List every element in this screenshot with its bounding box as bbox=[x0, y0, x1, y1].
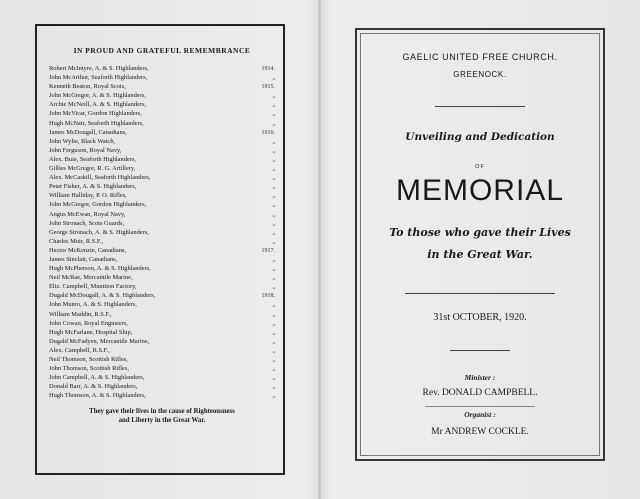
honour-row bbox=[49, 211, 275, 220]
honour-name: John McGregor, Gordon Highlanders, bbox=[49, 201, 147, 209]
honour-row bbox=[49, 374, 275, 383]
honour-name: Dugald McDougall, A. & S. Highlanders, bbox=[49, 292, 156, 300]
honour-name: William Maddin, R.S.F., bbox=[49, 310, 112, 318]
honour-year: „ bbox=[272, 193, 275, 200]
remembrance-panel bbox=[35, 24, 285, 475]
honour-year: „ bbox=[272, 338, 275, 345]
honour-year: „ bbox=[272, 138, 275, 145]
honour-name: Hugh Thomson, A. & S. Highlanders, bbox=[49, 392, 146, 400]
honour-year: „ bbox=[272, 311, 275, 318]
honour-year: „ bbox=[272, 266, 275, 273]
honour-row bbox=[49, 256, 275, 265]
honour-year: „ bbox=[272, 320, 275, 327]
honour-year: „ bbox=[272, 75, 275, 82]
honour-year: „ bbox=[272, 102, 275, 109]
honour-name: John Campbell, A. & S. Highlanders, bbox=[49, 374, 145, 382]
honour-name: Gillies McGregor, R. G. Artillery, bbox=[49, 165, 136, 173]
honour-row bbox=[49, 247, 275, 256]
honour-name: Kenneth Beaton, Royal Scots, bbox=[49, 83, 126, 91]
honour-name: Charles Muir, R.S.F., bbox=[49, 237, 104, 245]
honour-year: „ bbox=[272, 284, 275, 291]
honour-name: John Thomson, Scottish Rifles, bbox=[49, 365, 129, 373]
honour-row bbox=[49, 329, 275, 338]
honour-name: John McArthur, Seaforth Highlanders, bbox=[49, 74, 148, 82]
honour-row bbox=[49, 292, 275, 301]
honour-year: „ bbox=[272, 120, 275, 127]
honour-row bbox=[49, 110, 275, 119]
unveiling-heading: Unveiling and Dedication bbox=[405, 131, 555, 143]
honour-year: „ bbox=[272, 384, 275, 391]
memorial-title: MEMORIAL bbox=[395, 174, 565, 207]
honour-year: „ bbox=[272, 220, 275, 227]
honour-row bbox=[49, 74, 275, 83]
honour-name: John Ferguson, Royal Navy, bbox=[49, 146, 122, 154]
honour-year: „ bbox=[272, 175, 275, 182]
honour-row bbox=[49, 274, 275, 283]
honour-name: Hugh McPherson, A. & S. Highlanders, bbox=[49, 265, 151, 273]
honour-year: „ bbox=[272, 93, 275, 100]
title-panel bbox=[355, 28, 605, 461]
roll-of-honour bbox=[49, 65, 275, 401]
honour-year: „ bbox=[272, 393, 275, 400]
honour-year: „ bbox=[272, 375, 275, 382]
honour-name: Alex. McCaskill, Seaforth Highlanders, bbox=[49, 174, 151, 182]
honour-name: John McVicar, Gordon Highlanders, bbox=[49, 110, 142, 118]
divider-rule bbox=[450, 350, 510, 351]
honour-name: James McDougall, Canadians, bbox=[49, 128, 127, 136]
honour-row bbox=[49, 392, 275, 401]
church-name: GAELIC UNITED FREE CHURCH. bbox=[402, 52, 558, 62]
honour-row bbox=[49, 301, 275, 310]
honour-name: Angus McEwan, Royal Navy, bbox=[49, 210, 126, 218]
honour-row bbox=[49, 365, 275, 374]
centre-fold bbox=[318, 0, 321, 499]
organist-name: Mr ANDREW COCKLE. bbox=[431, 427, 529, 437]
honour-row bbox=[49, 65, 275, 74]
organist-label: Organist : bbox=[464, 410, 496, 419]
honour-name: Hugh McNair, Seaforth Highlanders, bbox=[49, 119, 144, 127]
honour-year: „ bbox=[272, 256, 275, 263]
honour-row bbox=[49, 165, 275, 174]
honour-year: „ bbox=[272, 238, 275, 245]
honour-year: 1917. bbox=[261, 247, 275, 254]
honour-year: „ bbox=[272, 147, 275, 154]
divider-rule bbox=[425, 406, 535, 407]
honour-row bbox=[49, 156, 275, 165]
honour-year: „ bbox=[272, 111, 275, 118]
honour-name: John Stronach, Scots Guards, bbox=[49, 219, 125, 227]
honour-year: „ bbox=[272, 202, 275, 209]
honour-name: Peter Fisher, A. & S. Highlanders, bbox=[49, 183, 137, 191]
honour-year: „ bbox=[272, 229, 275, 236]
honour-year: 1915. bbox=[261, 84, 275, 91]
honour-row bbox=[49, 229, 275, 238]
honour-year: 1918. bbox=[261, 293, 275, 300]
honour-row bbox=[49, 338, 275, 347]
honour-name: Neil McRae, Mercantile Marine, bbox=[49, 274, 133, 282]
honour-name: Hector McKenzie, Canadians, bbox=[49, 246, 127, 254]
honour-year: „ bbox=[272, 366, 275, 373]
honour-row bbox=[49, 265, 275, 274]
honour-year: „ bbox=[272, 275, 275, 282]
honour-name: James Sinclair, Canadians, bbox=[49, 255, 118, 263]
remembrance-content bbox=[49, 46, 275, 425]
honour-year: „ bbox=[272, 357, 275, 363]
honour-row bbox=[49, 356, 275, 365]
honour-row bbox=[49, 101, 275, 110]
honour-row bbox=[49, 174, 275, 183]
honour-name: Alex. Campbell, R.S.F., bbox=[49, 346, 110, 354]
honour-row bbox=[49, 147, 275, 156]
honour-year: „ bbox=[272, 302, 275, 309]
minister-label: Minister : bbox=[464, 373, 496, 382]
honour-name: John Wylie, Black Watch, bbox=[49, 137, 116, 145]
honour-row bbox=[49, 138, 275, 147]
honour-year: 1916. bbox=[261, 129, 275, 136]
honour-name: George Stronach, A. & S. Highlanders, bbox=[49, 228, 149, 236]
honour-row bbox=[49, 220, 275, 229]
honour-name: Alex. Buie, Seaforth Highlanders, bbox=[49, 155, 136, 163]
honour-name: Dugald McFadyen, Mercantile Marine, bbox=[49, 337, 150, 345]
honour-name: Neil Thomson, Scottish Rifles, bbox=[49, 356, 128, 363]
honour-name: Donald Barr, A. & S. Highlanders, bbox=[49, 383, 138, 391]
honour-row bbox=[49, 83, 275, 92]
honour-year: „ bbox=[272, 211, 275, 218]
footer-line-2: and Liberty in the Great War. bbox=[118, 417, 206, 425]
honour-year: „ bbox=[272, 347, 275, 354]
honour-row bbox=[49, 283, 275, 292]
honour-row bbox=[49, 383, 275, 392]
minister-name: Rev. DONALD CAMPBELL. bbox=[422, 388, 538, 398]
honour-row bbox=[49, 201, 275, 210]
honour-row bbox=[49, 129, 275, 138]
honour-row bbox=[49, 311, 275, 320]
honour-row bbox=[49, 238, 275, 247]
honour-year: 1914. bbox=[261, 66, 275, 72]
honour-name: Eliz. Campbell, Munition Factory, bbox=[49, 283, 137, 291]
honour-name: John Munro, A. & S. Highlanders, bbox=[49, 301, 137, 309]
footer-line-1: They gave their lives in the cause of Righteousness bbox=[89, 408, 235, 416]
honour-name: John Cowan, Royal Engineers, bbox=[49, 319, 128, 327]
remembrance-heading: IN PROUD AND GRATEFUL REMEMBRANCE bbox=[73, 46, 251, 55]
honour-row bbox=[49, 192, 275, 201]
dedication-line-1: To those who gave their Lives bbox=[389, 226, 571, 239]
honour-row bbox=[49, 120, 275, 129]
dedication-line-2: in the Great War. bbox=[427, 248, 533, 261]
service-date: 31st OCTOBER, 1920. bbox=[433, 312, 527, 323]
honour-row bbox=[49, 183, 275, 192]
divider-rule bbox=[405, 293, 555, 294]
honour-name: William Halliday, P. O. Rifles, bbox=[49, 192, 127, 200]
honour-name: John McGregor, A. & S. Highlanders, bbox=[49, 92, 146, 100]
honour-year: „ bbox=[272, 184, 275, 191]
honour-row bbox=[49, 320, 275, 329]
of-word: OF bbox=[475, 164, 485, 170]
honour-name: Hugh McFarlane, Hospital Ship, bbox=[49, 328, 133, 336]
honour-year: „ bbox=[272, 166, 275, 173]
divider-rule bbox=[435, 106, 525, 107]
honour-row bbox=[49, 347, 275, 356]
honour-year: „ bbox=[272, 329, 275, 336]
church-town: GREENOCK. bbox=[453, 70, 507, 79]
remembrance-footer bbox=[49, 407, 275, 425]
honour-year: „ bbox=[272, 156, 275, 163]
honour-row bbox=[49, 92, 275, 101]
honour-name: Robert McIntyre, A. & S. Highlanders, bbox=[49, 65, 149, 72]
honour-name: Archie McNeill, A. & S. Highlanders, bbox=[49, 101, 147, 109]
